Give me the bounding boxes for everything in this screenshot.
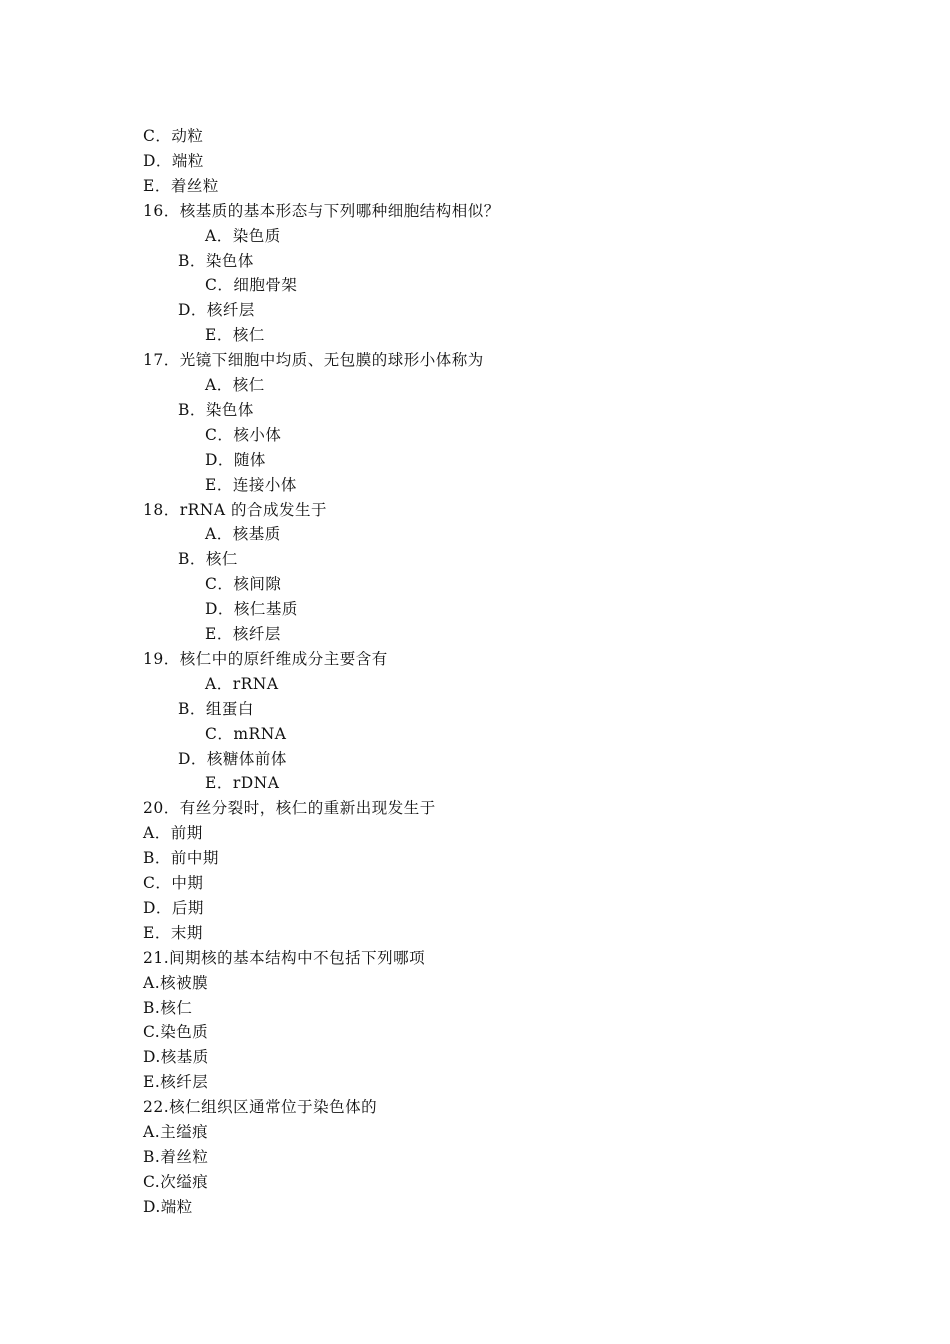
option-line: C．中期 [143, 874, 204, 892]
option-line: D.核基质 [143, 1048, 209, 1067]
option-line: C.次缢痕 [143, 1172, 209, 1191]
question-line: 17．光镜下细胞中均质、无包膜的球形小体称为 [143, 351, 484, 370]
option-line: B．前中期 [143, 849, 219, 868]
option-line: E．末期 [143, 923, 203, 942]
option-line: C．细胞骨架 [205, 276, 298, 295]
option-line: B．染色体 [178, 400, 254, 419]
option-line: A.主缢痕 [143, 1123, 209, 1141]
option-line: E.核纤层 [143, 1073, 209, 1092]
option-line: E．着丝粒 [143, 176, 219, 195]
option-line: D．随体 [205, 450, 266, 469]
option-line: C．mRNA [205, 724, 287, 743]
option-line: D．核糖体前体 [178, 749, 287, 768]
option-line: D．后期 [143, 898, 204, 917]
option-line: A．rRNA [205, 674, 279, 693]
question-line: 16．核基质的基本形态与下列哪种细胞结构相似？ [143, 201, 500, 220]
option-line: E．核纤层 [205, 625, 281, 643]
option-line: B．核仁 [178, 550, 238, 569]
option-line: D．核仁基质 [205, 600, 298, 619]
option-line: D．核纤层 [178, 301, 255, 320]
option-line: A．核基质 [205, 525, 281, 544]
question-line: 22.核仁组织区通常位于染色体的 [143, 1098, 378, 1117]
option-line: A．核仁 [205, 376, 265, 394]
question-line: 18．rRNA 的合成发生于 [143, 500, 327, 519]
option-line: B.着丝粒 [143, 1147, 209, 1166]
question-line: 20．有丝分裂时，核仁的重新出现发生于 [143, 799, 436, 818]
option-line: C.染色质 [143, 1023, 209, 1042]
option-line: E．rDNA [205, 774, 280, 793]
question-line: 19．核仁中的原纤维成分主要含有 [143, 649, 388, 668]
option-line: A.核被膜 [143, 973, 209, 992]
option-line: E．连接小体 [205, 475, 297, 494]
option-line: A．染色质 [205, 226, 281, 245]
question-line: 21.间期核的基本结构中不包括下列哪项 [143, 948, 426, 967]
option-line: C．核小体 [205, 425, 282, 444]
option-line: B．组蛋白 [178, 699, 254, 718]
option-line: D.端粒 [143, 1197, 193, 1216]
option-line: D．端粒 [143, 151, 204, 170]
option-line: B.核仁 [143, 998, 193, 1017]
option-line: C．核间隙 [205, 575, 282, 594]
option-line: E．核仁 [205, 326, 265, 345]
option-line: B．染色体 [178, 251, 254, 270]
option-line: A．前期 [143, 824, 203, 843]
option-line: C．动粒 [143, 127, 204, 145]
